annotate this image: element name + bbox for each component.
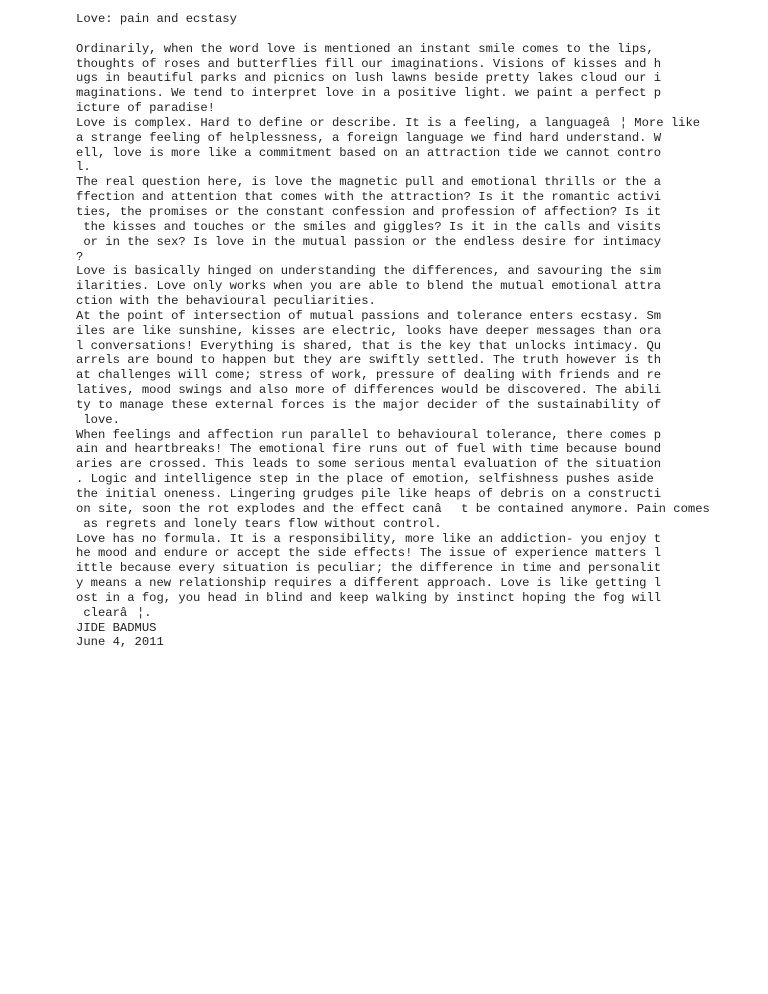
text-line: JIDE BADMUS — [76, 620, 157, 635]
text-line: at challenges will come; stress of work, pressure of dealing with friends and re — [76, 368, 662, 383]
text-line: l. — [76, 160, 91, 175]
text-line: the initial oneness. Lingering grudges pile like heaps of debris on a constructi — [76, 487, 662, 501]
text-line: ties, the promises or the constant confession and profession of affection? Is it — [76, 204, 662, 219]
text-line: . Logic and intelligence step in the place of emotion, selfishness pushes aside — [76, 472, 654, 487]
text-line: on site, soon the rot explodes and the effect canât be contained anymore. Pain comes — [76, 501, 710, 516]
text-line: ost in a fog, you head in blind and keep walking by instinct hoping the fog will — [76, 590, 662, 605]
text-line: ugs in beautiful parks and picnics on lush lawns beside pretty lakes cloud our i — [76, 71, 662, 86]
text-line: Love is basically hinged on understanding the differences, and savouring the sim — [76, 264, 662, 279]
text-line: Love has no formula. It is a responsibility, more like an addiction- you enjoy t — [76, 531, 662, 546]
text-line: y means a new relationship requires a different approach. Love is like getting l — [76, 576, 662, 591]
text-line: When feelings and affection run parallel to behavioural tolerance, there comes p — [76, 427, 662, 442]
text-line: ell, love is more like a commitment based on an attraction tide we cannot contro — [76, 145, 662, 160]
text-line: iles are like sunshine, kisses are electric, looks have deeper messages than ora — [76, 323, 662, 338]
text-line: At the point of intersection of mutual passions and tolerance enters ecstasy. Sm — [76, 308, 662, 323]
text-line: The real question here, is love the magnetic pull and emotional thrills or the a — [76, 175, 662, 190]
text-line: ilarities. Love only works when you are able to blend the mutual emotional attra — [76, 279, 662, 294]
text-line — [76, 27, 766, 42]
text-line: or in the sex? Is love in the mutual passion or the endless desire for intimacy — [76, 234, 662, 249]
text-line: ain and heartbreaks! The emotional fire runs out of fuel with time because bound — [76, 442, 662, 457]
text-line: ty to manage these external forces is the major decider of the sustainability of — [76, 397, 662, 412]
text-line: ittle because every situation is peculiar; the difference in time and personalit — [76, 561, 662, 576]
text-line: the kisses and touches or the smiles and giggles? Is it in the calls and visits — [76, 219, 662, 234]
text-line: ? — [76, 249, 84, 264]
text-line: Love is complex. Hard to define or describe. It is a feeling, a languageâ¦ More like — [76, 115, 701, 130]
text-line: he mood and endure or accept the side effects! The issue of experience matters l — [76, 546, 662, 561]
text-line: clearâ¦. — [76, 605, 152, 620]
text-line: as regrets and lonely tears flow without control. — [76, 516, 442, 531]
text-line: arrels are bound to happen but they are swiftly settled. The truth however is th — [76, 353, 662, 368]
text-line: icture of paradise! — [76, 101, 215, 116]
text-line: l conversations! Everything is shared, that is the key that unlocks intimacy. Qu — [76, 338, 662, 353]
text-line: latives, mood swings and also more of differences would be discovered. The abili — [76, 383, 662, 398]
text-line: Ordinarily, when the word love is mentioned an instant smile comes to the lips, — [76, 41, 654, 56]
text-line: aries are crossed. This leads to some serious mental evaluation of the situation — [76, 457, 662, 472]
text-line: thoughts of roses and butterflies fill our imaginations. Visions of kisses and h — [76, 56, 662, 71]
document-body — [76, 12, 766, 650]
text-line: love. — [76, 412, 120, 427]
text-line: ction with the behavioural peculiarities. — [76, 294, 376, 309]
text-line: maginations. We tend to interpret love in a positive light. we paint a perfect p — [76, 86, 662, 101]
text-line: June 4, 2011 — [76, 635, 164, 650]
text-line: ffection and attention that comes with the attraction? Is it the romantic activi — [76, 190, 662, 205]
text-line: a strange feeling of helplessness, a foreign language we find hard understand. W — [76, 130, 662, 145]
document-title: Love: pain and ecstasy — [76, 12, 237, 26]
